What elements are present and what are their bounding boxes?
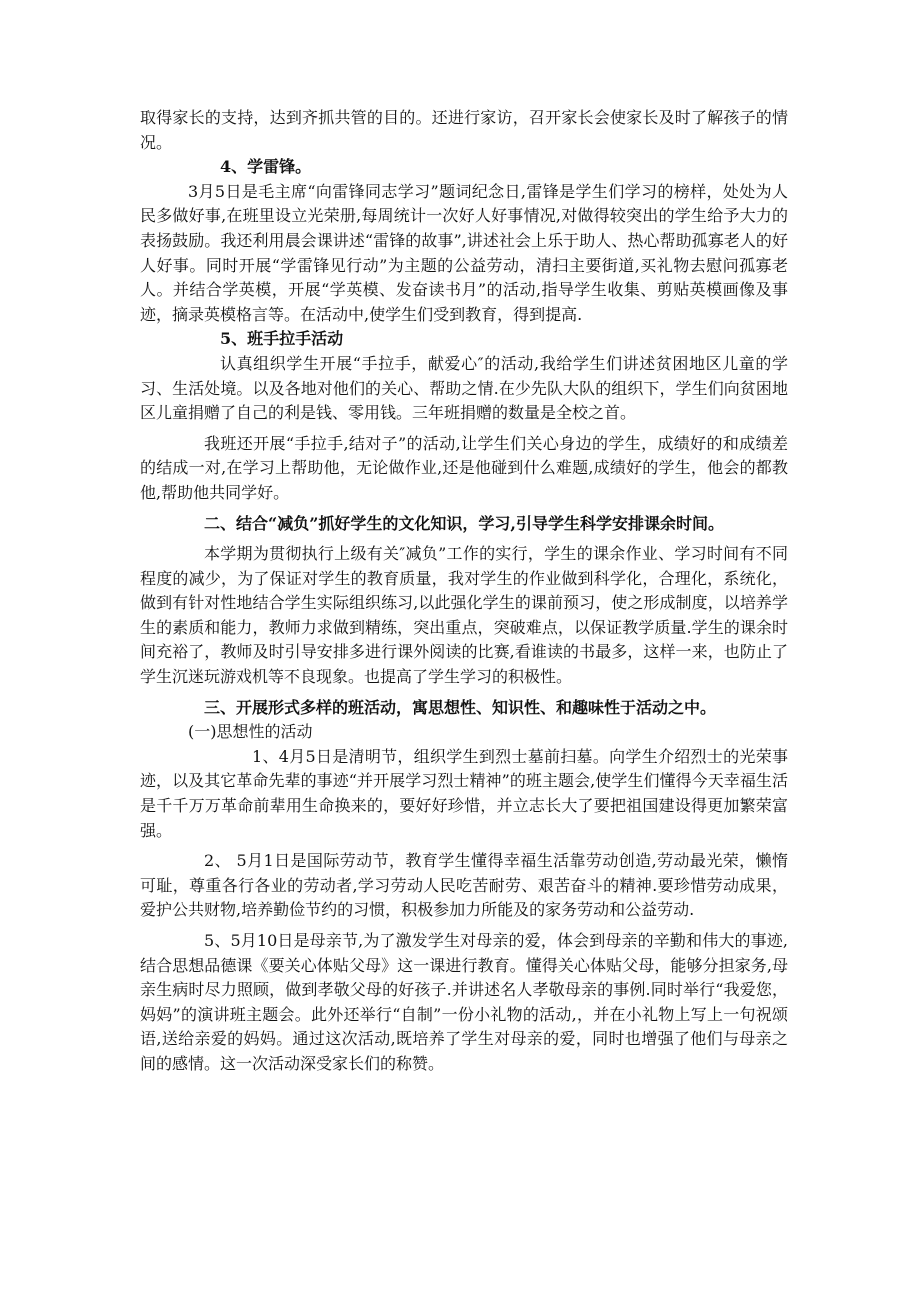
paragraph-pairing: 我班还开展“手拉手,结对子”的活动,让学生们关心身边的学生，成绩好的和成绩差的结成一对,在学习上帮助他，无论做作业,还是他碰到什么难题,成绩好的学生，他会的都教他,帮助他共同学好。 <box>140 433 788 502</box>
heading-learn-leifeng: 4、学雷锋。 <box>220 157 312 177</box>
subheading-ideological-activities: (一)思想性的活动 <box>188 722 313 742</box>
paragraph-donation: 认真组织学生开展“手拉手，献爱心″的活动,我给学生们讲述贫困地区儿童的学习、生活处境。以及各地对他们的关心、帮助之情.在少先队大队的组织下，学生们向贫困地区儿童捐赠了自己的利是钱、零用钱。三年班捐赠的数量是全校之首。 <box>140 353 788 423</box>
paragraph-leifeng-activity: 3月5日是毛主席“向雷锋同志学习”题词纪念日,雷锋是学生们学习的榜样，处处为人民多做好事,在班里设立光荣册,每周统计一次好人好事情况,对做得较突出的学生给予大力的表扬鼓励。我还利用晨会课讲述“雷锋的故事”,讲述社会上乐于助人、热心帮助孤寡老人的好人好事。同时开展“学雷锋见行动”为主题的公益劳动，清扫主要街道,买礼物去慰问孤寡老人。并结合学英模，开展“学英模、发奋读书月”的活动,指导学生收集、剪贴英模画像及事迹，摘录英模格言等。在活动中,使学生们受到教育，得到提高. <box>140 181 788 324</box>
heading-hand-in-hand: 5、班手拉手活动 <box>220 329 344 349</box>
paragraph-mothers-day: 5、5月10日是母亲节,为了激发学生对母亲的爱，体会到母亲的辛勤和伟大的事迹,结合思想品德课《要关心体贴父母》这一课进行教育。懂得关心体贴父母，能够分担家务,母亲生病时尽力照顾，做到孝敬父母的好孩子.并讲述名人孝敬母亲的事例.同时举行“我爱您，妈妈”的演讲班主题会。此外还举行“自制”一份小礼物的活动,，并在小礼物上写上一句祝颂语,送给亲爱的妈妈。通过这次活动,既培养了学生对母亲的爱，同时也增强了他们与母亲之间的感情。这一次活动深受家长们的称赞。 <box>140 931 788 1073</box>
heading-section-two: 二、结合“减负”抓好学生的文化知识，学习,引导学生科学安排课余时间。 <box>204 513 724 533</box>
paragraph-family-support: 取得家长的支持，达到齐抓共管的目的。还进行家访，召开家长会使家长及时了解孩子的情况。 <box>140 108 788 152</box>
paragraph-labor-day: 2、 5月1日是国际劳动节，教育学生懂得幸福生活靠劳动创造,劳动最光荣，懒惰可耻，尊重各行各业的劳动者,学习劳动人民吃苦耐劳、艰苦奋斗的精神.要珍惜劳动成果，爱护公共财物,培养勤俭节约的习惯，积极参加力所能及的家务劳动和公益劳动. <box>140 851 788 920</box>
paragraph-reduce-burden: 本学期为贯彻执行上级有关″减负”工作的实行，学生的课余作业、学习时间有不同程度的减少，为了保证对学生的教育质量，我对学生的作业做到科学化，合理化，系统化，做到有针对性地结合学生实际组织练习,以此强化学生的课前预习，使之形成制度，以培养学生的素质和能力，教师力求做到精练，突出重点，突破难点，以保证教学质量.学生的课余时间充裕了，教师及时引导安排多进行课外阅读的比赛,看谁读的书最多，这样一来，也防止了学生沉迷玩游戏机等不良现象。也提高了学生学习的积极性。 <box>140 544 788 687</box>
paragraph-qingming: 1、4月5日是清明节，组织学生到烈士墓前扫墓。向学生介绍烈士的光荣事迹，以及其它革命先辈的事迹“并开展学习烈士精神”的班主题会,使学生们懂得今天幸福生活是千千万万革命前辈用生命换来的，要好好珍惜，并立志长大了要把祖国建设得更加繁荣富强。 <box>140 746 788 840</box>
heading-section-three: 三、开展形式多样的班活动，寓思想性、知识性、和趣味性于活动之中。 <box>204 697 717 717</box>
document-body <box>140 106 788 1077</box>
